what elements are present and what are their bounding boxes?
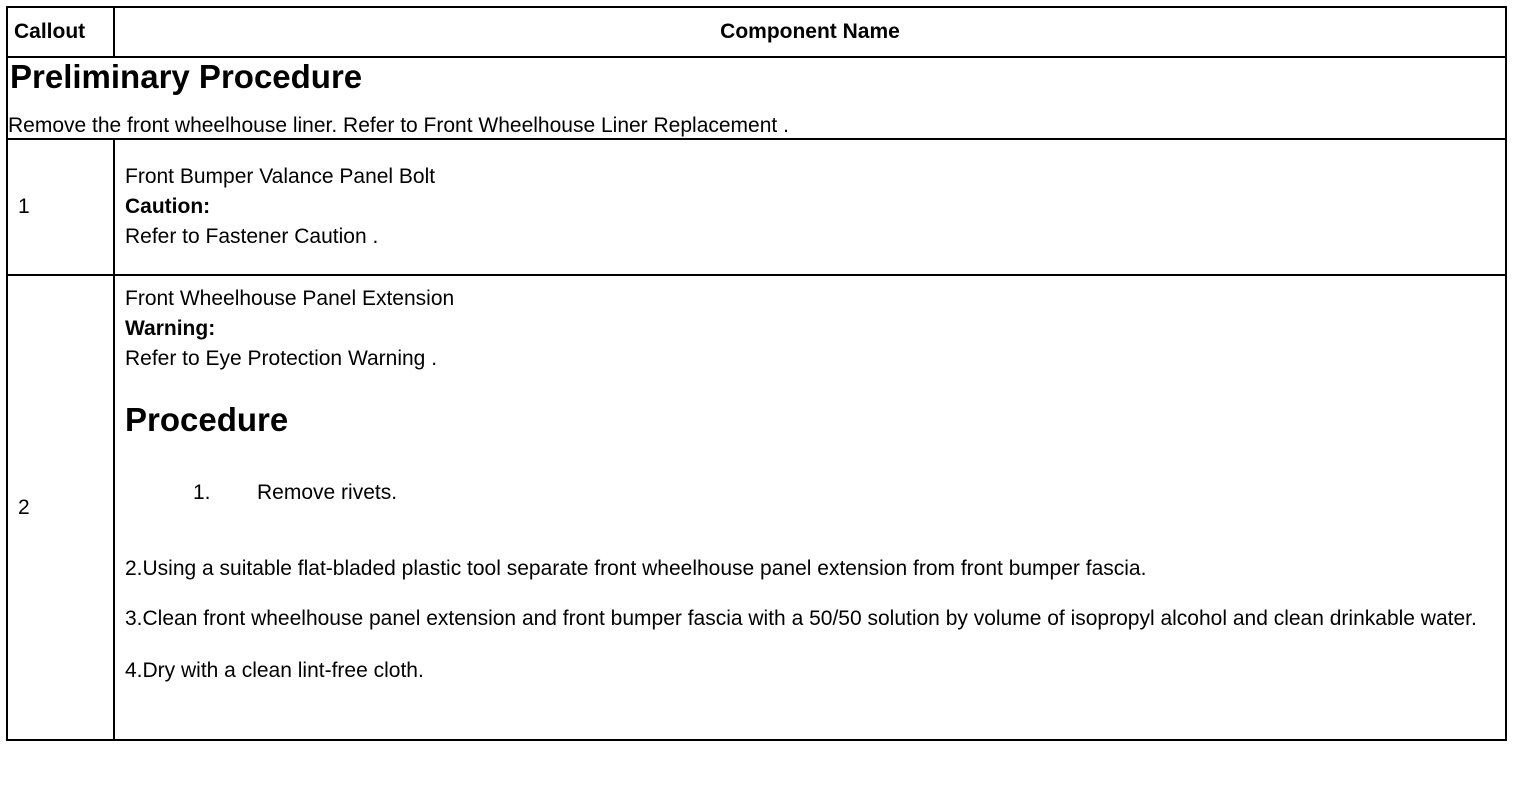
callout-number: 2 <box>7 275 114 740</box>
component-cell <box>114 139 1506 275</box>
component-name: Front Bumper Valance Panel Bolt <box>125 165 436 188</box>
table-row <box>7 275 1506 740</box>
preliminary-procedure-row <box>7 57 1506 139</box>
caution-text: Refer to Fastener Caution . <box>125 225 379 248</box>
preliminary-procedure-heading: Preliminary Procedure <box>10 58 363 95</box>
warning-label: Warning: <box>125 317 216 340</box>
preliminary-procedure-cell <box>7 57 1506 139</box>
table-header-row <box>7 7 1506 57</box>
warning-text: Refer to Eye Protection Warning . <box>125 347 438 370</box>
component-name-column-header: Component Name <box>114 7 1506 57</box>
callout-column-header: Callout <box>7 7 114 57</box>
procedure-step: 2.Using a suitable flat-bladed plastic tool separate front wheelhouse panel extension from front bumper fascia. <box>125 557 1147 580</box>
preliminary-procedure-text: Remove the front wheelhouse liner. Refer to Front Wheelhouse Liner Replacement . <box>8 114 789 137</box>
component-name: Front Wheelhouse Panel Extension <box>125 287 455 310</box>
procedure-step: 3.Clean front wheelhouse panel extension and front bumper fascia with a 50/50 solution by volume of isopropyl alcohol and clean drinkable water. <box>125 607 1477 630</box>
procedure-step <box>193 480 1495 506</box>
caution-label: Caution: <box>125 195 211 218</box>
callout-number: 1 <box>7 139 114 275</box>
procedure-step: 4.Dry with a clean lint-free cloth. <box>125 659 424 682</box>
step-text: Remove rivets. <box>257 481 398 504</box>
callout-table <box>6 6 1507 741</box>
component-cell <box>114 275 1506 740</box>
table-row <box>7 139 1506 275</box>
procedure-heading: Procedure <box>125 401 289 438</box>
step-number: 1. <box>193 481 211 504</box>
